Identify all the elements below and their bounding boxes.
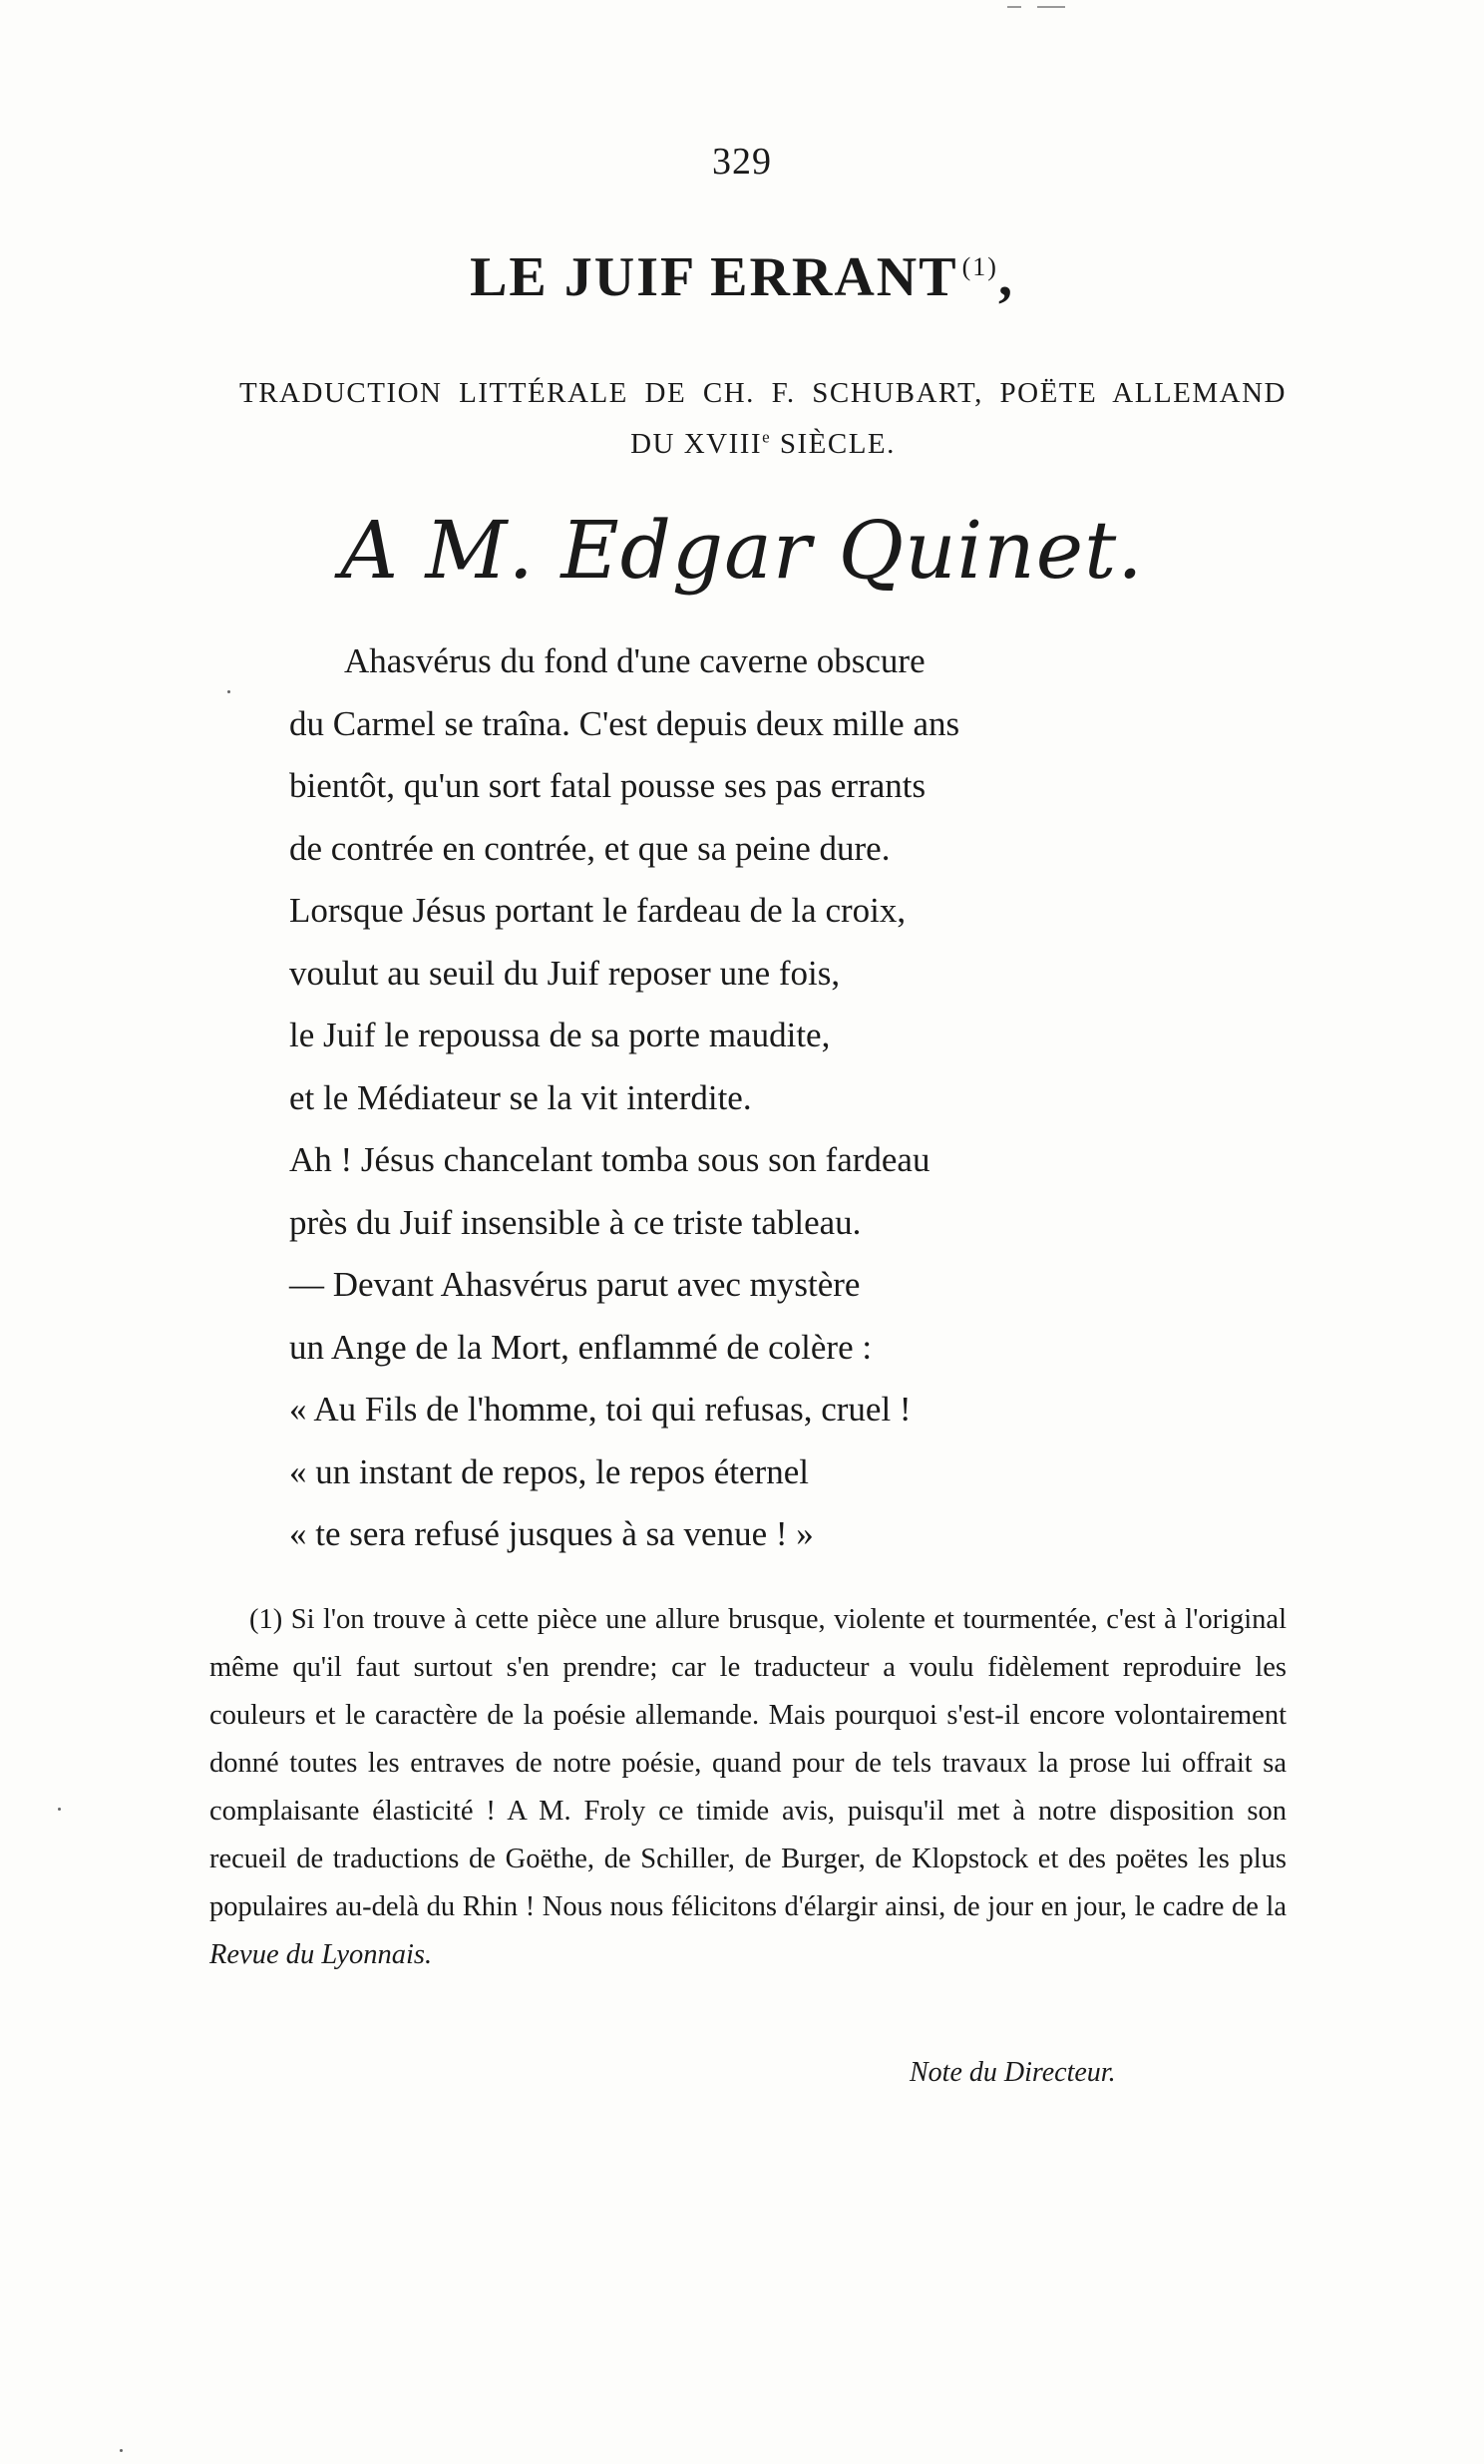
footnote-reference: (1) [961, 252, 998, 282]
poem [289, 630, 1087, 1566]
subtitle-line-1: TRADUCTION LITTÉRALE DE CH. F. SCHUBART, POËTE ALLEMAND [239, 377, 1287, 409]
scan-speck [58, 1808, 61, 1811]
title-text: LE JUIF ERRANT [470, 246, 958, 308]
poem-line: — Devant Ahasvérus parut avec mystère [289, 1265, 861, 1304]
poem-line: le Juif le repoussa de sa porte maudite, [289, 1016, 831, 1054]
poem-line: et le Médiateur se la vit interdite. [289, 1077, 752, 1117]
subtitle-siecle: SIÈCLE. [771, 427, 896, 460]
poem-line: « un instant de repos, le repos éternel [289, 1451, 809, 1491]
poem-line: un Ange de la Mort, enflammé de colère : [289, 1327, 873, 1367]
scan-mark [1037, 6, 1065, 8]
subtitle-century: DU XVIII [630, 427, 763, 460]
poem-line: « Au Fils de l'homme, toi qui refusas, cruel ! [289, 1390, 912, 1429]
subtitle-superscript: e [762, 427, 772, 446]
scan-speck [120, 2449, 123, 2452]
title-punctuation: , [997, 246, 1014, 308]
scan-mark [1007, 6, 1021, 8]
page-number: 329 [712, 141, 772, 183]
poem-line: bientôt, qu'un sort fatal pousse ses pas errants [289, 766, 927, 805]
subtitle-line-2 [630, 428, 896, 460]
poem-line: Ahasvérus du fond d'une caverne obscure [344, 641, 926, 680]
poem-line: « te sera refusé jusques à sa venue ! » [289, 1514, 814, 1553]
poem-line: près du Juif insensible à ce triste tableau. [289, 1202, 862, 1242]
poem-line: voulut au seuil du Juif reposer une fois, [289, 953, 841, 993]
subtitle [239, 371, 1287, 466]
page-title [0, 245, 1484, 309]
scan-speck [227, 690, 230, 693]
poem-line: de contrée en contrée, et que sa peine dure. [289, 828, 891, 868]
footnote-journal-title: Revue du Lyonnais. [209, 1939, 433, 1970]
poem-line: du Carmel se traîna. C'est depuis deux mille ans [289, 703, 960, 743]
dedication: A M. Edgar Quinet. [340, 504, 1144, 597]
footnote-text: (1) Si l'on trouve à cette pièce une allure brusque, violente et tourmentée, c'est à l'original même qu'il faut surtout s'en prendre; car le traducteur a voulu fidèlement reproduire les couleurs et le caractère de la poésie allemande. Mais pourquoi s'est-il encore volontairement donné toutes les entraves de notre poésie, quand pour de tels travaux la prose lui offrait sa complaisante élasticité ! A M. Froly ce timide avis, puisqu'il met à notre disposition son recueil de traductions de Goëthe, de Schiller, de Burger, de Klopstock et des poëtes les plus populaires au-delà du Rhin ! Nous nous félicitons d'élargir ainsi, de jour en jour, le cadre de la [209, 1604, 1287, 1922]
footnote [209, 1596, 1287, 1979]
poem-line: Ah ! Jésus chancelant tomba sous son fardeau [289, 1140, 930, 1179]
poem-line: Lorsque Jésus portant le fardeau de la croix, [289, 891, 907, 930]
footnote-signature: Note du Directeur. [910, 2057, 1116, 2088]
